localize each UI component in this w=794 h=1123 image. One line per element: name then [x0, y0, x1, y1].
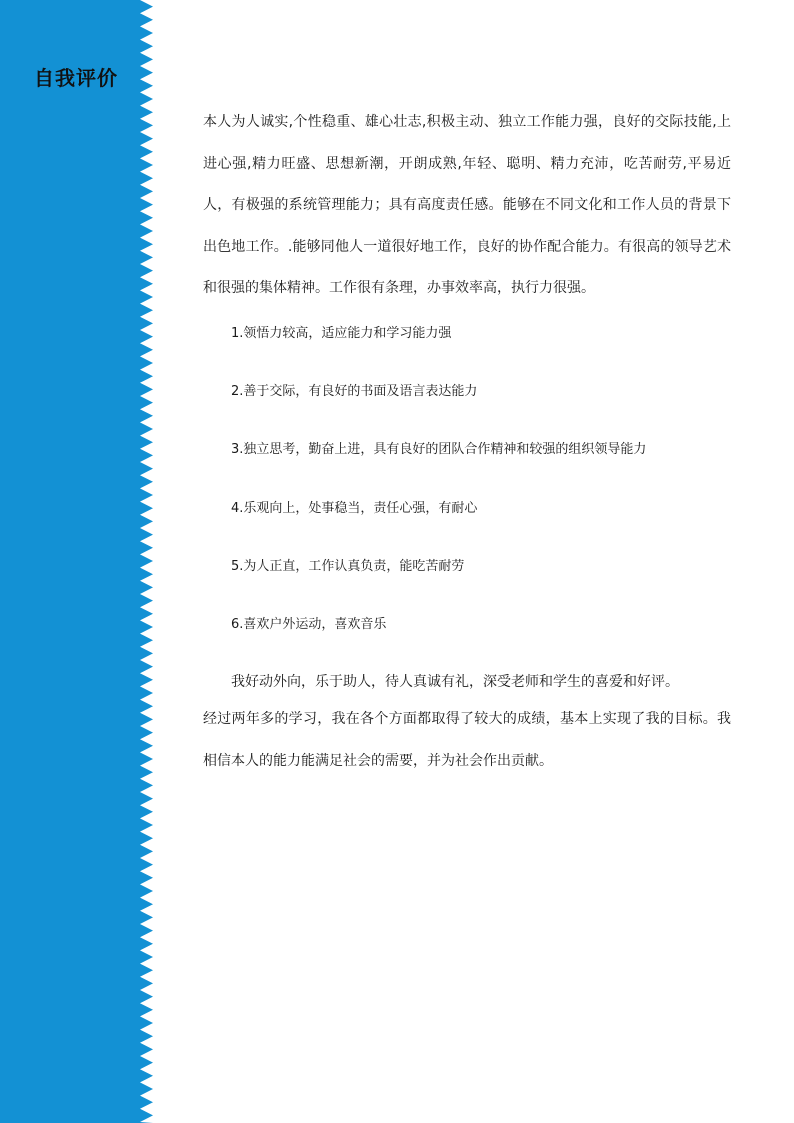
closing-paragraph: 经过两年多的学习，我在各个方面都取得了较大的成绩，基本上实现了我的目标。我相信本人的能力能满足社会的需要，并为社会作出贡献。: [203, 711, 731, 769]
zigzag-edge: [0, 0, 153, 1123]
list-item: 4.乐观向上，处事稳当，责任心强，有耐心: [231, 500, 478, 516]
list-item: 2.善于交际，有良好的书面及语言表达能力: [231, 383, 478, 399]
section-title: 自我评价: [34, 66, 118, 90]
intro-paragraph: 本人为人诚实,个性稳重、雄心壮志,积极主动、独立工作能力强，良好的交际技能,上进心强,精力旺盛、思想新潮，开朗成熟,年轻、聪明、精力充沛，吃苦耐劳,平易近人，有极强的系统管理能力；具有高度责任感。能够在不同文化和工作人员的背景下出色地工作。.能够同他人一道很好地工作，良好的协作配合能力。有很高的领导艺术和很强的集体精神。工作很有条理，办事效率高，执行力很强。: [203, 114, 731, 296]
personality-paragraph: 我好动外向，乐于助人，待人真诚有礼，深受老师和学生的喜爱和好评。: [231, 673, 679, 690]
list-item: 1.领悟力较高，适应能力和学习能力强: [231, 325, 452, 341]
strengths-list: [203, 314, 731, 664]
section-content: [203, 102, 731, 782]
side-decorative-band: [0, 0, 160, 1123]
list-item: 3.独立思考，勤奋上进，具有良好的团队合作精神和较强的组织领导能力: [231, 442, 647, 458]
list-item: 6.喜欢户外运动，喜欢音乐: [231, 617, 387, 633]
list-item: 5.为人正直，工作认真负责，能吃苦耐劳: [231, 559, 465, 575]
zigzag-band-shape: [0, 0, 160, 1123]
